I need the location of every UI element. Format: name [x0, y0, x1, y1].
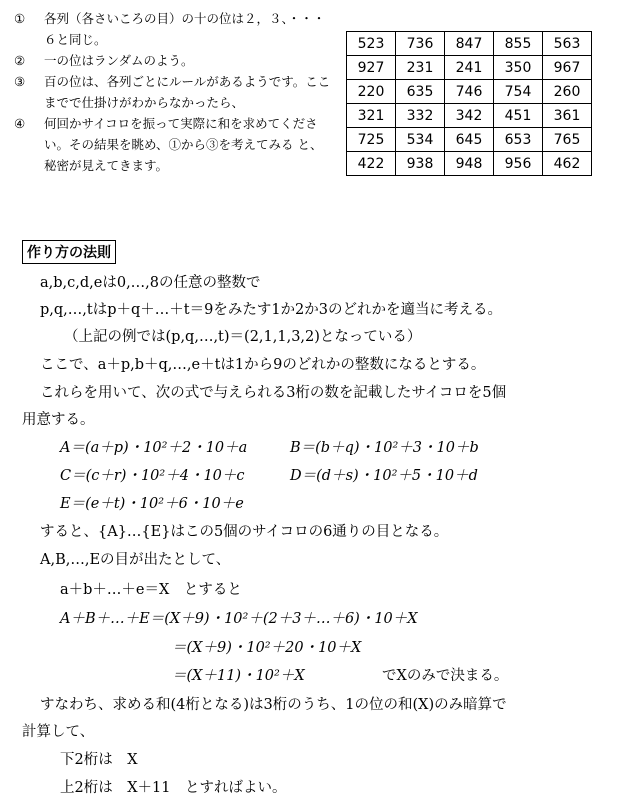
table-cell: 523	[347, 32, 396, 56]
math-text-line: p,q,…,tはp＋q＋…＋t＝9をみたす1か2か3のどれかを適当に考える。	[40, 302, 503, 318]
table-cell: 645	[445, 128, 494, 152]
table-cell: 563	[543, 32, 592, 56]
table-row	[347, 104, 592, 128]
table-cell: 241	[445, 56, 494, 80]
table-cell: 725	[347, 128, 396, 152]
math-text-line: 用意する。	[22, 412, 95, 428]
table-cell: 350	[494, 56, 543, 80]
table-cell: 260	[543, 80, 592, 104]
table-cell: 342	[445, 104, 494, 128]
table-cell: 422	[347, 152, 396, 176]
table-row	[347, 80, 592, 104]
note-4	[14, 113, 334, 176]
dice-number-table	[346, 31, 592, 176]
math-text-line: a＋b＋…＋e＝X とすると	[60, 582, 242, 598]
table-cell: 321	[347, 104, 396, 128]
table-cell: 462	[543, 152, 592, 176]
table-cell: 451	[494, 104, 543, 128]
section-heading: 作り方の法則	[22, 240, 116, 264]
table-cell: 361	[543, 104, 592, 128]
math-text-line: すると、{A}…{E}はこの5個のサイコロの6通りの目となる。	[40, 524, 449, 540]
formula-B: B＝(b＋q)・10²＋3・10＋b	[290, 440, 479, 456]
table-cell: 927	[347, 56, 396, 80]
table-cell: 746	[445, 80, 494, 104]
table-cell: 765	[543, 128, 592, 152]
note-text: 一の位はランダムのよう。	[44, 53, 194, 68]
sum-formula-step: ＝(X＋9)・10²＋20・10＋X	[172, 640, 362, 656]
note-2	[14, 50, 334, 71]
table-row	[347, 32, 592, 56]
explanation-notes	[14, 8, 334, 176]
note-number: ①	[14, 11, 26, 26]
note-number: ③	[14, 74, 26, 89]
table-cell: 653	[494, 128, 543, 152]
note-text: 何回かサイコロを振って実際に和を求めてください。その結果を眺め、①から③を考えてみる と、秘密が見えてきます。	[44, 116, 323, 173]
note-3	[14, 71, 334, 113]
math-text-line: これらを用いて、次の式で与えられる3桁の数を記載したサイコロを5個	[40, 385, 507, 401]
note-text: 百の位は、各列ごとにルールがあるようです。ここまでで仕掛けがわからなかったら、	[44, 74, 331, 110]
note-number: ②	[14, 53, 26, 68]
table-cell: 754	[494, 80, 543, 104]
math-text-line: 上2桁は X＋11 とすればよい。	[60, 780, 287, 796]
table-cell: 956	[494, 152, 543, 176]
table-row	[347, 152, 592, 176]
math-text-line: すなわち、求める和(4桁となる)は3桁のうち、1の位の和(X)のみ暗算で	[40, 697, 507, 713]
sum-formula-step: ＝(X＋11)・10²＋X	[172, 668, 305, 684]
formula-E: E＝(e＋t)・10²＋6・10＋e	[60, 496, 244, 512]
math-text-line: でXのみで決まる。	[382, 668, 509, 684]
table-row	[347, 56, 592, 80]
table-cell: 220	[347, 80, 396, 104]
table-cell: 736	[396, 32, 445, 56]
table-cell: 231	[396, 56, 445, 80]
table-cell: 847	[445, 32, 494, 56]
table-cell: 332	[396, 104, 445, 128]
math-text-line: 計算して、	[22, 724, 95, 740]
note-text: 各列（各さいころの目）の十の位は２，３、・・・６と同じ。	[44, 11, 326, 47]
math-text-line: 下2桁は X	[60, 752, 138, 768]
math-text-line: A,B,…,Eの目が出たとして、	[40, 552, 231, 568]
table-cell: 534	[396, 128, 445, 152]
table-cell: 948	[445, 152, 494, 176]
table-cell: 938	[396, 152, 445, 176]
table-cell: 635	[396, 80, 445, 104]
table-cell: 855	[494, 32, 543, 56]
sum-formula: A＋B＋…＋E＝(X＋9)・10²＋(2＋3＋…＋6)・10＋X	[60, 611, 418, 627]
table-cell: 967	[543, 56, 592, 80]
math-text-line: （上記の例では(p,q,…,t)＝(2,1,1,3,2)となっている）	[64, 329, 422, 345]
table-row	[347, 128, 592, 152]
note-number: ④	[14, 116, 26, 131]
math-text-line: ここで、a＋p,b＋q,…,e＋tは1から9のどれかの整数になるとする。	[40, 357, 486, 373]
note-1	[14, 8, 334, 50]
formula-A: A＝(a＋p)・10²＋2・10＋a	[60, 440, 248, 456]
formula-C: C＝(c＋r)・10²＋4・10＋c	[60, 468, 245, 484]
formula-D: D＝(d＋s)・10²＋5・10＋d	[290, 468, 478, 484]
math-text-line: a,b,c,d,eは0,…,8の任意の整数で	[40, 275, 261, 291]
